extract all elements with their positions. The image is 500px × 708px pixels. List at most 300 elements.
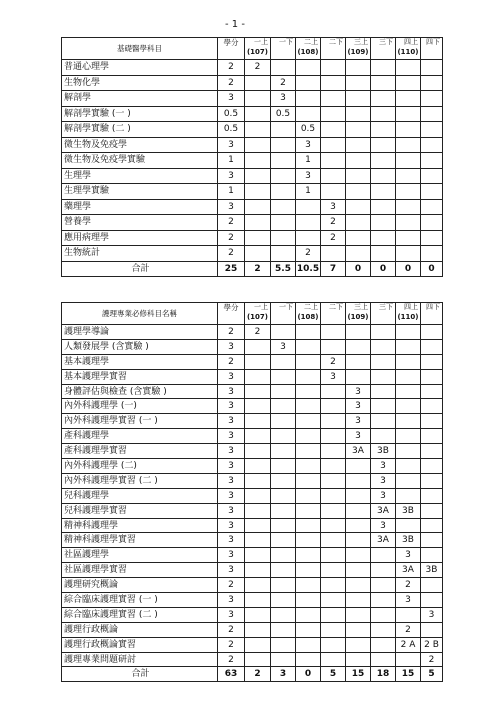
semester-cell [371,325,396,340]
semester-cell [421,91,443,107]
semester-cell [346,339,371,354]
semester-cell [296,106,321,122]
semester-cell [321,339,346,354]
credit-cell: 3 [218,444,245,459]
semester-cell [346,637,371,652]
semester-cell [296,75,321,91]
semester-label: 四上 [404,303,418,311]
table-row [62,473,443,488]
semester-cell [421,488,443,503]
table-row [62,122,443,138]
semester-cell [346,459,371,474]
semester-cell [321,75,346,91]
semester-header [421,303,443,325]
semester-cell [271,563,296,578]
semester-cell [371,548,396,563]
semester-cell [346,153,371,169]
table-row [62,593,443,608]
semester-header [421,38,443,60]
credit-cell: 3 [218,199,245,215]
semester-cell [346,168,371,184]
semester-cell [271,652,296,667]
table-row [62,622,443,637]
semester-cell [396,215,421,231]
semester-cell [296,622,321,637]
academic-year: (109) [347,48,369,56]
semester-cell: 2 [396,578,421,593]
semester-cell [371,339,396,354]
semester-cell [245,593,271,608]
course-name: 社區護理學 [62,548,218,563]
academic-year: (110) [397,48,419,56]
semester-cell [346,578,371,593]
table-row [62,325,443,340]
semester-cell: 0 [346,261,371,277]
table-row [62,60,443,76]
semester-cell [396,488,421,503]
semester-cell [271,168,296,184]
course-name: 兒科護理學實習 [62,503,218,518]
semester-cell: 3B [396,533,421,548]
semester-cell [396,325,421,340]
course-name: 社區護理學實習 [62,563,218,578]
semester-cell [245,563,271,578]
semester-cell [245,106,271,122]
course-name: 護理行政概論實習 [62,637,218,652]
credit-cell: 3 [218,503,245,518]
course-name: 解剖學 [62,91,218,107]
semester-cell: 3A [371,533,396,548]
semester-cell [296,488,321,503]
semester-cell [296,215,321,231]
semester-cell [296,444,321,459]
semester-cell [346,622,371,637]
course-name: 營養學 [62,215,218,231]
semester-cell: 3A [396,563,421,578]
semester-label: 三下 [379,303,393,311]
academic-year: (107) [246,48,268,56]
semester-cell [346,533,371,548]
semester-cell [421,518,443,533]
semester-cell: 3 [371,459,396,474]
semester-cell [346,607,371,622]
subject-header: 基礎醫學科目 [62,38,218,60]
semester-cell [421,444,443,459]
semester-cell [396,230,421,246]
credit-cell: 25 [218,261,245,277]
table-row [62,607,443,622]
credit-cell: 3 [218,533,245,548]
semester-cell [245,637,271,652]
semester-cell: 3 [346,414,371,429]
semester-cell [271,153,296,169]
semester-header [371,38,396,60]
table-row [62,339,443,354]
semester-cell [396,607,421,622]
semester-label: 三下 [379,38,393,46]
semester-cell [371,153,396,169]
semester-cell [371,399,396,414]
credit-cell: 3 [218,607,245,622]
semester-cell [271,369,296,384]
semester-header [245,303,271,325]
credit-cell: 3 [218,137,245,153]
table-row [62,459,443,474]
semester-cell [321,548,346,563]
table-row [62,137,443,153]
semester-cell [296,399,321,414]
credit-cell: 2 [218,75,245,91]
semester-cell: 7 [321,261,346,277]
semester-cell [321,518,346,533]
credit-cell: 63 [218,667,245,682]
course-name: 普通心理學 [62,60,218,76]
semester-cell [346,488,371,503]
semester-cell [321,444,346,459]
semester-cell: 3 [371,518,396,533]
semester-cell: 10.5 [296,261,321,277]
course-name: 應用病理學 [62,230,218,246]
semester-cell [396,75,421,91]
semester-cell [421,106,443,122]
page-mark: - 1 - [225,19,245,30]
semester-cell [396,137,421,153]
credit-cell: 3 [218,384,245,399]
semester-cell [396,459,421,474]
semester-cell [321,122,346,138]
semester-cell: 2 [321,215,346,231]
semester-cell [396,473,421,488]
table-row [62,533,443,548]
course-name: 合計 [62,261,218,277]
semester-label: 四上 [404,38,418,46]
semester-cell [296,325,321,340]
semester-cell [296,607,321,622]
semester-header [296,303,321,325]
semester-cell: 3 [371,473,396,488]
credit-cell: 2 [218,354,245,369]
semester-cell [271,429,296,444]
semester-cell [346,246,371,262]
credit-cell: 3 [218,459,245,474]
semester-cell [421,593,443,608]
table-row [62,153,443,169]
semester-cell [321,622,346,637]
semester-cell [271,533,296,548]
semester-cell [271,246,296,262]
semester-cell [271,444,296,459]
semester-label: 四下 [426,303,440,311]
semester-cell: 3B [421,563,443,578]
semester-cell [396,122,421,138]
semester-cell [245,137,271,153]
course-name: 微生物及免疫學實驗 [62,153,218,169]
semester-cell [271,199,296,215]
table-row [62,106,443,122]
semester-cell: 2 [396,622,421,637]
semester-cell [371,637,396,652]
semester-cell [245,518,271,533]
semester-cell [371,354,396,369]
course-name: 解剖學實驗 (一 ) [62,106,218,122]
semester-cell: 3B [371,444,396,459]
semester-cell [296,199,321,215]
semester-cell: 3 [296,168,321,184]
table-row [62,91,443,107]
semester-cell: 0.5 [296,122,321,138]
semester-cell [321,325,346,340]
semester-cell [296,339,321,354]
semester-cell: 3A [371,503,396,518]
semester-cell [321,91,346,107]
semester-cell [421,473,443,488]
semester-label: 二上 [304,38,318,46]
semester-label: 二下 [329,38,343,46]
semester-cell [396,91,421,107]
semester-cell [346,473,371,488]
semester-cell [321,488,346,503]
semester-label: 一下 [279,303,293,311]
semester-cell [421,384,443,399]
table-row [62,414,443,429]
semester-cell [421,122,443,138]
semester-cell [371,622,396,637]
credit-cell: 2 [218,215,245,231]
semester-cell [296,473,321,488]
course-name: 藥理學 [62,199,218,215]
credit-header: 學分 [218,38,245,60]
semester-cell: 3 [271,667,296,682]
table-row [62,184,443,200]
course-name: 精神科護理學 [62,518,218,533]
semester-cell [371,137,396,153]
course-name: 綜合臨床護理實習 (一 ) [62,593,218,608]
credit-cell: 0.5 [218,106,245,122]
semester-cell [421,168,443,184]
semester-cell [271,137,296,153]
semester-cell [271,184,296,200]
semester-header [346,303,371,325]
semester-cell [245,215,271,231]
semester-cell: 3 [396,548,421,563]
semester-cell [245,429,271,444]
semester-cell [396,399,421,414]
semester-label: 一上 [254,303,268,311]
semester-cell: 3 [321,199,346,215]
course-name: 產科護理學 [62,429,218,444]
credit-cell: 3 [218,593,245,608]
semester-header [371,303,396,325]
semester-cell [346,184,371,200]
table-row [62,246,443,262]
course-name: 人類發展學 (含實驗 ) [62,339,218,354]
semester-cell [346,652,371,667]
semester-cell: 0 [421,261,443,277]
semester-cell [346,122,371,138]
credit-cell: 2 [218,246,245,262]
semester-header [396,38,421,60]
semester-cell [371,91,396,107]
semester-cell [396,106,421,122]
semester-cell [245,199,271,215]
semester-cell: 2 [245,325,271,340]
table-row [62,444,443,459]
semester-cell [396,339,421,354]
semester-cell: 0 [296,667,321,682]
semester-label: 三上 [354,303,368,311]
semester-cell: 2 [321,354,346,369]
semester-cell: 3 [271,91,296,107]
semester-cell: 1 [296,184,321,200]
semester-cell: 3 [346,429,371,444]
semester-label: 二下 [329,303,343,311]
semester-cell [421,246,443,262]
course-name: 內外科護理學實習 (一 ) [62,414,218,429]
semester-cell [346,91,371,107]
course-name: 微生物及免疫學 [62,137,218,153]
semester-cell [296,563,321,578]
semester-cell [271,60,296,76]
semester-cell [245,488,271,503]
semester-cell [296,578,321,593]
semester-cell: 3 [271,339,296,354]
semester-cell [321,578,346,593]
semester-cell [346,548,371,563]
credit-cell: 2 [218,230,245,246]
semester-header [245,38,271,60]
semester-cell [421,339,443,354]
semester-cell [396,60,421,76]
course-name: 內外科護理學 (二) [62,459,218,474]
credit-cell: 3 [218,168,245,184]
semester-cell [421,459,443,474]
semester-cell: 15 [396,667,421,682]
semester-cell: 3 [396,593,421,608]
semester-cell [421,325,443,340]
semester-cell [245,354,271,369]
semester-cell [371,429,396,444]
semester-cell [245,153,271,169]
semester-cell [371,60,396,76]
semester-cell: 3 [321,369,346,384]
semester-header [396,303,421,325]
semester-cell [245,414,271,429]
semester-cell: 0 [371,261,396,277]
total-row [62,261,443,277]
course-name: 護理研究概論 [62,578,218,593]
semester-cell [396,168,421,184]
semester-cell [321,637,346,652]
semester-cell [321,246,346,262]
credit-cell: 2 [218,60,245,76]
semester-header [346,38,371,60]
semester-cell [296,548,321,563]
course-name: 護理行政概論 [62,622,218,637]
semester-cell [421,548,443,563]
semester-label: 四下 [426,38,440,46]
semester-cell [296,429,321,444]
semester-header [271,38,296,60]
semester-cell [421,199,443,215]
semester-cell: 5.5 [271,261,296,277]
semester-cell [271,593,296,608]
semester-cell [271,399,296,414]
semester-cell: 2 [421,652,443,667]
semester-cell [245,622,271,637]
semester-header [321,303,346,325]
semester-cell [346,354,371,369]
table-row [62,429,443,444]
semester-cell: 18 [371,667,396,682]
semester-cell [296,60,321,76]
semester-cell [321,503,346,518]
semester-cell [321,399,346,414]
semester-cell [271,607,296,622]
semester-cell [321,168,346,184]
semester-cell [296,230,321,246]
semester-cell [296,354,321,369]
table-row [62,488,443,503]
semester-cell [396,444,421,459]
semester-cell [296,384,321,399]
semester-cell [245,122,271,138]
semester-cell [271,518,296,533]
semester-cell [421,184,443,200]
semester-cell: 3 [371,488,396,503]
academic-year: (108) [297,313,319,321]
table-body [62,303,443,682]
semester-cell [346,75,371,91]
semester-cell: 3 [346,384,371,399]
semester-cell [421,414,443,429]
semester-label: 三上 [354,38,368,46]
semester-cell [371,106,396,122]
semester-cell [396,369,421,384]
semester-cell [421,533,443,548]
semester-cell [421,369,443,384]
semester-header [271,303,296,325]
semester-header [296,38,321,60]
semester-cell [371,414,396,429]
semester-cell [346,518,371,533]
semester-cell [296,637,321,652]
semester-cell [245,533,271,548]
credit-cell: 3 [218,91,245,107]
semester-label: 二上 [304,303,318,311]
credit-cell: 1 [218,184,245,200]
course-name: 生理學 [62,168,218,184]
semester-cell [271,459,296,474]
semester-cell [245,246,271,262]
semester-cell [346,503,371,518]
semester-cell [321,137,346,153]
course-name: 解剖學實驗 (二 ) [62,122,218,138]
semester-cell [421,399,443,414]
semester-cell: 1 [296,153,321,169]
semester-cell: 3A [346,444,371,459]
semester-cell [396,354,421,369]
semester-cell [321,533,346,548]
table-row [62,369,443,384]
nursing-required-table [61,302,443,682]
semester-cell [245,384,271,399]
semester-cell [346,137,371,153]
table-body [62,38,443,277]
semester-cell [245,548,271,563]
semester-cell [271,230,296,246]
subject-header: 護理專業必修科目名稱 [62,303,218,325]
semester-cell: 2 [321,230,346,246]
